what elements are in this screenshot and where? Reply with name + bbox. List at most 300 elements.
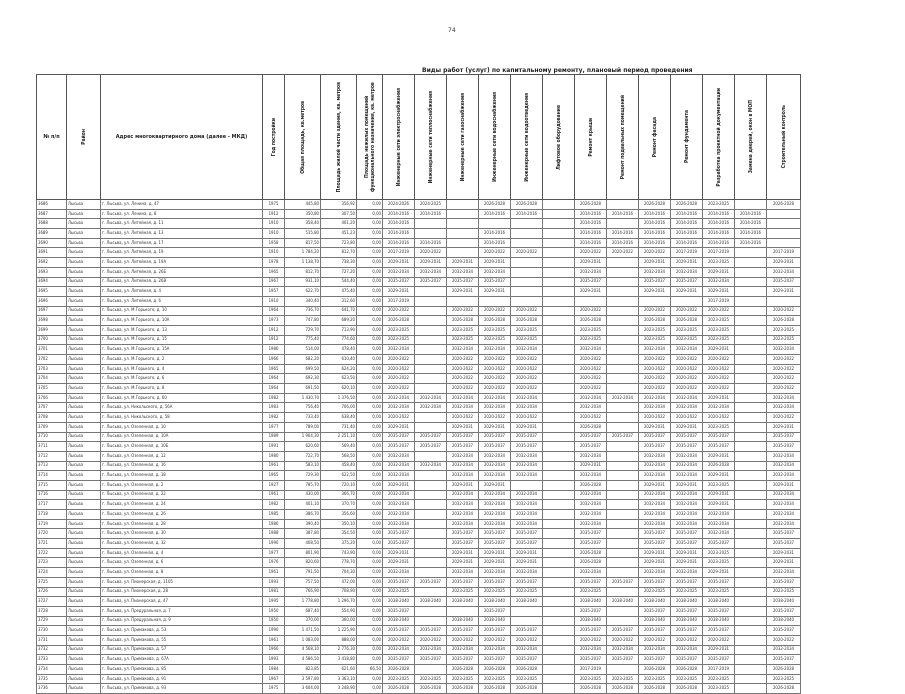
cell-heat: 2032-2034 <box>415 645 447 655</box>
cell-lift <box>543 635 575 645</box>
cell-district: Лысьва <box>67 558 101 568</box>
cell-gas: 2020-2022 <box>447 384 479 394</box>
cell-design: 2038-2040 <box>703 616 735 626</box>
cell-address: г. Лысьва, ул. Озеленная, д. 22 <box>101 490 263 500</box>
cell-elec: 2029-2031 <box>383 548 415 558</box>
cell-no: 3711 <box>37 442 67 452</box>
cell-water: 2020-2022 <box>479 635 511 645</box>
cell-water: 2014-2016 <box>479 238 511 248</box>
table-row <box>37 325 801 335</box>
cell-basement <box>607 403 639 413</box>
cell-year: 1966 <box>263 645 285 655</box>
cell-total: 1 904,30 <box>285 432 321 442</box>
cell-gas: 2032-2034 <box>447 471 479 481</box>
table-row <box>37 209 801 219</box>
cell-address: г. Лысьва, ул. М.Горького, д. 2 <box>101 355 263 365</box>
cell-heat: 2035-2037 <box>415 577 447 587</box>
cell-design: 2017-2019 <box>703 665 735 675</box>
cell-year: 1977 <box>263 422 285 432</box>
cell-lift <box>543 325 575 335</box>
cell-total: 687,40 <box>285 606 321 616</box>
cell-heat: 2020-2022 <box>415 248 447 258</box>
cell-total: 756,40 <box>285 403 321 413</box>
cell-lift <box>543 674 575 684</box>
cell-no: 3720 <box>37 529 67 539</box>
table-row <box>37 451 801 461</box>
cell-found: 2026-2028 <box>671 665 703 675</box>
cell-no: 3734 <box>37 665 67 675</box>
cell-heat: 2024-2025 <box>415 200 447 210</box>
cell-living: 727,20 <box>321 267 357 277</box>
cell-facade: 2023-2025 <box>639 325 671 335</box>
cell-district: Лысьва <box>67 296 101 306</box>
cell-doors <box>735 267 767 277</box>
cell-control: 2023-2025 <box>767 325 801 335</box>
cell-heat: 2035-2037 <box>415 442 447 452</box>
cell-lift <box>543 442 575 452</box>
table-row <box>37 568 801 578</box>
cell-basement: 2032-2034 <box>607 393 639 403</box>
cell-address: г. Лысьва, ул. Литейная, д. 19А <box>101 258 263 268</box>
works-super-header: Виды работ (услуг) по капитальному ремонту, плановый период проведения <box>422 67 693 74</box>
cell-design: 2017-2019 <box>703 296 735 306</box>
cell-nonres: 0,00 <box>357 384 383 394</box>
cell-design: 2029-2031 <box>703 451 735 461</box>
table-row <box>37 374 801 384</box>
cell-sewer: 2023-2025 <box>511 325 543 335</box>
cell-living: 451,23 <box>321 229 357 239</box>
cell-control: 2032-2034 <box>767 393 801 403</box>
cell-total: 931,10 <box>285 277 321 287</box>
cell-nonres: 0,00 <box>357 577 383 587</box>
cell-address: г. Лысьва, ул. Никольского, д. 58 <box>101 413 263 423</box>
cell-nonres: 0,00 <box>357 355 383 365</box>
cell-address: г. Лысьва, ул. Предуральная, д. 7 <box>101 606 263 616</box>
col-header-living-area: Площадь жилой части здания, кв. метров <box>321 75 357 200</box>
cell-address: г. Лысьва, ул. Никольского, д. 56А <box>101 403 263 413</box>
cell-found: 2017-2019 <box>671 248 703 258</box>
cell-nonres: 0,00 <box>357 325 383 335</box>
table-row <box>37 442 801 452</box>
col-header-nonresidential-area: Площадь нежилых помещений функционального назначения, кв. метров <box>357 75 383 200</box>
cell-lift <box>543 665 575 675</box>
cell-facade: 2032-2034 <box>639 645 671 655</box>
cell-year: 1977 <box>263 548 285 558</box>
cell-year: 1980 <box>263 451 285 461</box>
cell-found: 2023-2025 <box>671 325 703 335</box>
cell-sewer: 2029-2031 <box>511 422 543 432</box>
cell-doors <box>735 296 767 306</box>
cell-nonres: 0,00 <box>357 200 383 210</box>
cell-lift <box>543 529 575 539</box>
cell-facade: 2032-2034 <box>639 403 671 413</box>
cell-found: 2029-2031 <box>671 422 703 432</box>
cell-control: 2029-2031 <box>767 287 801 297</box>
cell-found: 2026-2028 <box>671 316 703 326</box>
cell-heat <box>415 548 447 558</box>
cell-sewer: 2023-2025 <box>511 587 543 597</box>
cell-address: г. Лысьва, ул. Литейная, д. 11 <box>101 219 263 229</box>
cell-living: 778,70 <box>321 558 357 568</box>
cell-doors <box>735 558 767 568</box>
cell-heat <box>415 413 447 423</box>
cell-facade: 2035-2037 <box>639 655 671 665</box>
cell-district: Лысьва <box>67 422 101 432</box>
cell-found: 2029-2031 <box>671 548 703 558</box>
table-row <box>37 480 801 490</box>
cell-basement <box>607 665 639 675</box>
cell-no: 3721 <box>37 539 67 549</box>
cell-found: 2035-2037 <box>671 529 703 539</box>
cell-district: Лысьва <box>67 374 101 384</box>
cell-found: 2032-2034 <box>671 451 703 461</box>
cell-roof: 2020-2022 <box>575 635 607 645</box>
cell-heat <box>415 374 447 384</box>
cell-no: 3723 <box>37 558 67 568</box>
cell-no: 3725 <box>37 577 67 587</box>
cell-doors <box>735 519 767 529</box>
cell-doors <box>735 432 767 442</box>
cell-water: 2026-2028 <box>479 200 511 210</box>
cell-no: 3709 <box>37 422 67 432</box>
table-row <box>37 606 801 616</box>
cell-water: 2032-2034 <box>479 461 511 471</box>
cell-doors <box>735 403 767 413</box>
cell-elec: 2032-2034 <box>383 500 415 510</box>
cell-address: г. Лысьва, ул. Пионерская, д. 1105 <box>101 577 263 587</box>
cell-found: 2038-2040 <box>671 616 703 626</box>
cell-no: 3704 <box>37 374 67 384</box>
cell-district: Лысьва <box>67 355 101 365</box>
cell-water: 2029-2031 <box>479 422 511 432</box>
cell-total: 729,70 <box>285 325 321 335</box>
cell-no: 3699 <box>37 325 67 335</box>
cell-basement <box>607 384 639 394</box>
cell-design: 2023-2025 <box>703 422 735 432</box>
table-row <box>37 258 801 268</box>
cell-heat: 2035-2037 <box>415 655 447 665</box>
cell-water: 2020-2022 <box>479 384 511 394</box>
cell-lift <box>543 403 575 413</box>
cell-facade: 2026-2028 <box>639 316 671 326</box>
cell-basement <box>607 296 639 306</box>
cell-living: 350,10 <box>321 519 357 529</box>
cell-no: 3707 <box>37 403 67 413</box>
cell-water: 2020-2022 <box>479 306 511 316</box>
cell-no: 3708 <box>37 413 67 423</box>
table-row <box>37 529 801 539</box>
cell-gas: 2032-2034 <box>447 393 479 403</box>
cell-heat: 2032-2034 <box>415 393 447 403</box>
cell-control: 2032-2034 <box>767 461 801 471</box>
cell-gas: 2032-2034 <box>447 267 479 277</box>
cell-no: 3717 <box>37 500 67 510</box>
cell-district: Лысьва <box>67 432 101 442</box>
cell-no: 3731 <box>37 635 67 645</box>
cell-address: г. Лысьва, ул. Озеленная, д. 10 <box>101 422 263 432</box>
cell-elec: 2032-2034 <box>383 393 415 403</box>
cell-no: 3718 <box>37 510 67 520</box>
cell-address: г. Лысьва, ул. Ленина, д. 47 <box>101 200 263 210</box>
cell-no: 3735 <box>37 674 67 684</box>
cell-district: Лысьва <box>67 345 101 355</box>
cell-control: 2023-2025 <box>767 674 801 684</box>
cell-sewer: 2020-2022 <box>511 374 543 384</box>
cell-year: 1989 <box>263 432 285 442</box>
cell-control: 2032-2034 <box>767 645 801 655</box>
cell-living: 370,70 <box>321 500 357 510</box>
cell-year: 1910 <box>263 219 285 229</box>
cell-sewer: 2035-2037 <box>511 432 543 442</box>
cell-elec: 2024-2026 <box>383 200 415 210</box>
cell-living: 3 248,90 <box>321 684 357 694</box>
cell-roof: 2035-2037 <box>575 432 607 442</box>
cell-gas: 2035-2037 <box>447 432 479 442</box>
cell-water <box>479 219 511 229</box>
cell-roof: 2020-2022 <box>575 413 607 423</box>
cell-doors <box>735 655 767 665</box>
cell-water: 2035-2037 <box>479 277 511 287</box>
table-row <box>37 519 801 529</box>
cell-control: 2032-2034 <box>767 519 801 529</box>
cell-control: 2026-2028 <box>767 665 801 675</box>
cell-facade: 2023-2025 <box>639 587 671 597</box>
cell-heat: 2032-2034 <box>415 403 447 413</box>
cell-address: г. Лысьва, ул. Литейная, д. 13 <box>101 229 263 239</box>
cell-heat <box>415 558 447 568</box>
cell-found: 2020-2022 <box>671 374 703 384</box>
cell-gas: 2026-2028 <box>447 316 479 326</box>
cell-facade: 2014-2016 <box>639 238 671 248</box>
cell-district: Лысьва <box>67 616 101 626</box>
cell-year: 1975 <box>263 200 285 210</box>
cell-water: 2035-2037 <box>479 655 511 665</box>
cell-district: Лысьва <box>67 287 101 297</box>
cell-year: 1958 <box>263 238 285 248</box>
cell-doors <box>735 587 767 597</box>
cell-control: 2035-2037 <box>767 277 801 287</box>
cell-address: г. Лысьва, ул. Литейная, д. 26Б <box>101 267 263 277</box>
cell-found: 2020-2022 <box>671 413 703 423</box>
cell-nonres: 0,00 <box>357 413 383 423</box>
cell-total: 3 597,80 <box>285 674 321 684</box>
table-row <box>37 461 801 471</box>
cell-water: 2029-2031 <box>479 480 511 490</box>
cell-nonres: 0,00 <box>357 684 383 694</box>
cell-lift <box>543 219 575 229</box>
cell-basement <box>607 558 639 568</box>
cell-facade: 2029-2031 <box>639 287 671 297</box>
cell-design: 2029-2031 <box>703 645 735 655</box>
cell-gas: 2020-2022 <box>447 306 479 316</box>
cell-design: 2029-2031 <box>703 345 735 355</box>
cell-year: 1982 <box>263 500 285 510</box>
cell-water: 2035-2037 <box>479 539 511 549</box>
cell-district: Лысьва <box>67 577 101 587</box>
cell-elec: 2029-2031 <box>383 258 415 268</box>
cell-roof: 2032-2034 <box>575 645 607 655</box>
cell-found: 2014-2016 <box>671 229 703 239</box>
col-header-facade: Ремонт фасада <box>639 75 671 200</box>
cell-elec: 2032-2034 <box>383 519 415 529</box>
cell-living: 1 376,50 <box>321 393 357 403</box>
cell-water: 2020-2022 <box>479 364 511 374</box>
cell-basement <box>607 364 639 374</box>
cell-heat: 2032-2034 <box>415 461 447 471</box>
cell-doors <box>735 597 767 607</box>
cell-facade: 2032-2034 <box>639 500 671 510</box>
cell-gas: 2032-2034 <box>447 510 479 520</box>
cell-living: 475,40 <box>321 287 357 297</box>
cell-heat <box>415 587 447 597</box>
cell-roof: 2035-2037 <box>575 529 607 539</box>
cell-lift <box>543 355 575 365</box>
cell-control <box>767 238 801 248</box>
cell-living: 638,40 <box>321 413 357 423</box>
cell-facade: 2032-2034 <box>639 267 671 277</box>
cell-total: 401,10 <box>285 500 321 510</box>
cell-address: г. Лысьва, ул. Озеленная, д. 8 <box>101 568 263 578</box>
cell-found: 2035-2037 <box>671 606 703 616</box>
cell-lift <box>543 200 575 210</box>
cell-lift <box>543 558 575 568</box>
cell-nonres: 0,00 <box>357 626 383 636</box>
cell-found: 2032-2034 <box>671 510 703 520</box>
cell-no: 3712 <box>37 451 67 461</box>
cell-design: 2029-2031 <box>703 490 735 500</box>
cell-heat <box>415 568 447 578</box>
table-row <box>37 413 801 423</box>
cell-address: г. Лысьва, ул. Озеленная, д. 12 <box>101 451 263 461</box>
cell-district: Лысьва <box>67 248 101 258</box>
cell-total: 1 083,00 <box>285 635 321 645</box>
cell-heat <box>415 306 447 316</box>
table-row <box>37 345 801 355</box>
cell-address: г. Лысьва, ул. Литейная, д. 6 <box>101 296 263 306</box>
cell-water: 2038-2040 <box>479 616 511 626</box>
cell-total: 358,40 <box>285 219 321 229</box>
cell-doors <box>735 529 767 539</box>
cell-lift <box>543 577 575 587</box>
cell-gas: 2038-2040 <box>447 616 479 626</box>
cell-year: 1957 <box>263 287 285 297</box>
cell-heat <box>415 229 447 239</box>
cell-roof: 2029-2031 <box>575 287 607 297</box>
table-row <box>37 267 801 277</box>
cell-facade: 2023-2025 <box>639 335 671 345</box>
cell-control: 2038-2040 <box>767 616 801 626</box>
cell-sewer: 2032-2034 <box>511 500 543 510</box>
cell-facade: 2014-2016 <box>639 209 671 219</box>
cell-address: г. Лысьва, ул. Озеленная, д. 6 <box>101 558 263 568</box>
cell-roof: 2014-2016 <box>575 219 607 229</box>
cell-total: 791,50 <box>285 568 321 578</box>
cell-doors <box>735 442 767 452</box>
cell-sewer: 2032-2034 <box>511 471 543 481</box>
table-row <box>37 335 801 345</box>
cell-sewer: 2026-2028 <box>511 200 543 210</box>
cell-nonres: 0,00 <box>357 229 383 239</box>
cell-gas: 2035-2037 <box>447 539 479 549</box>
cell-design: 2023-2025 <box>703 316 735 326</box>
cell-water: 2038-2040 <box>479 597 511 607</box>
cell-address: г. Лысьва, ул. М.Горького, д. 8 <box>101 384 263 394</box>
cell-found: 2032-2034 <box>671 267 703 277</box>
cell-nonres: 0,00 <box>357 248 383 258</box>
cell-living: 401,20 <box>321 219 357 229</box>
cell-year: 1910 <box>263 229 285 239</box>
cell-gas <box>447 229 479 239</box>
cell-gas: 2023-2025 <box>447 335 479 345</box>
table-row <box>37 674 801 684</box>
cell-heat <box>415 471 447 481</box>
cell-living: 3 363,10 <box>321 674 357 684</box>
cell-elec: 2014-2016 <box>383 238 415 248</box>
cell-total: 445,80 <box>285 200 321 210</box>
cell-elec: 2023-2025 <box>383 587 415 597</box>
cell-total: 691,50 <box>285 384 321 394</box>
cell-gas: 2035-2037 <box>447 529 479 539</box>
cell-basement <box>607 374 639 384</box>
cell-basement <box>607 606 639 616</box>
cell-gas <box>447 296 479 306</box>
cell-design: 2023-2025 <box>703 258 735 268</box>
cell-lift <box>543 209 575 219</box>
cell-no: 3736 <box>37 684 67 694</box>
cell-found: 2029-2031 <box>671 258 703 268</box>
cell-basement: 2014-2016 <box>607 229 639 239</box>
cell-doors <box>735 665 767 675</box>
cell-sewer <box>511 606 543 616</box>
cell-sewer: 2032-2034 <box>511 645 543 655</box>
cell-found: 2023-2025 <box>671 335 703 345</box>
cell-year: 1982 <box>263 393 285 403</box>
cell-basement: 2035-2037 <box>607 577 639 587</box>
cell-roof: 2035-2037 <box>575 655 607 665</box>
cell-address: г. Лысьва, ул. Озеленная, д. 18 <box>101 471 263 481</box>
cell-district: Лысьва <box>67 384 101 394</box>
table-row <box>37 616 801 626</box>
cell-address: г. Лысьва, ул. Примакова, д. 91 <box>101 674 263 684</box>
cell-control: 2026-2028 <box>767 684 801 694</box>
cell-year: 1964 <box>263 306 285 316</box>
cell-living: 356,60 <box>321 510 357 520</box>
cell-design: 2038-2040 <box>703 597 735 607</box>
cell-district: Лысьва <box>67 442 101 452</box>
cell-gas <box>447 219 479 229</box>
cell-gas: 2032-2034 <box>447 345 479 355</box>
cell-gas: 2020-2022 <box>447 364 479 374</box>
cell-lift <box>543 345 575 355</box>
cell-control: 2032-2034 <box>767 471 801 481</box>
cell-district: Лысьва <box>67 674 101 684</box>
cell-heat <box>415 345 447 355</box>
cell-year: 1973 <box>263 316 285 326</box>
cell-total: 823,85 <box>285 665 321 675</box>
cell-facade: 2032-2034 <box>639 451 671 461</box>
cell-year: 1985 <box>263 510 285 520</box>
cell-address: г. Лысьва, ул. Озеленная, д. 26 <box>101 510 263 520</box>
cell-elec: 2014-2016 <box>383 209 415 219</box>
cell-year: 1991 <box>263 442 285 452</box>
cell-roof: 2035-2037 <box>575 539 607 549</box>
cell-lift <box>543 587 575 597</box>
cell-design: 2020-2022 <box>703 355 735 365</box>
table-row <box>37 422 801 432</box>
cell-year: 1964 <box>263 374 285 384</box>
cell-living: 641,70 <box>321 306 357 316</box>
cell-design: 2020-2022 <box>703 364 735 374</box>
